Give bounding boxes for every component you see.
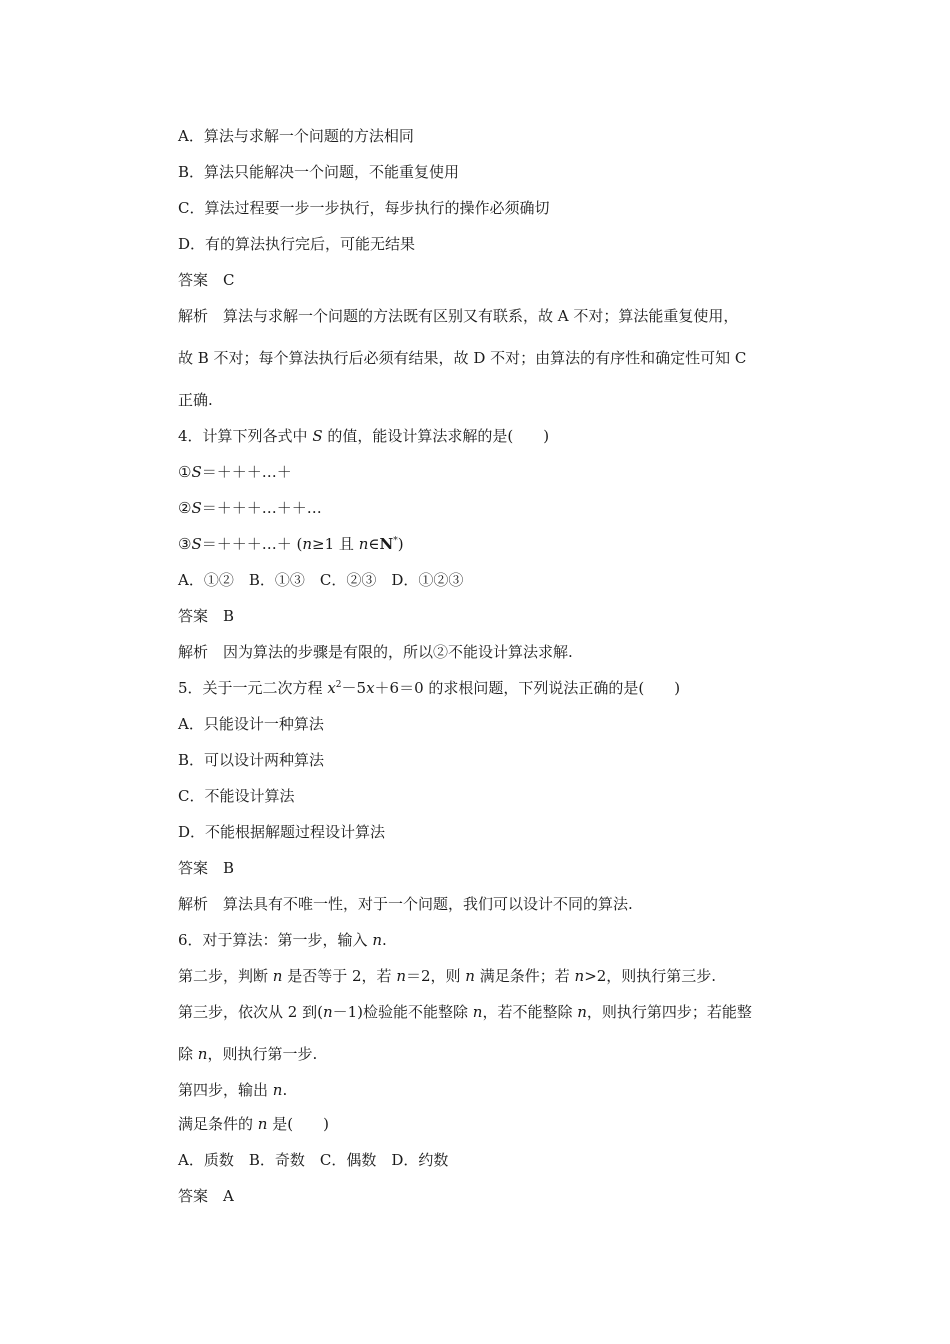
- q6-step-3-text-1: 第三步，依次从 2 到(: [178, 1003, 323, 1021]
- q3-option-a: A．算法与求解一个问题的方法相同: [178, 127, 414, 145]
- q6-ask: [178, 1114, 329, 1134]
- q3-analysis-line-1: 解析 算法与求解一个问题的方法既有区别又有联系，故 A 不对；算法能重复使用，: [178, 307, 739, 325]
- q6-step-2-n3: n: [465, 967, 475, 985]
- q6-step-3: [178, 1002, 752, 1022]
- q6-step-4-text-2: .: [282, 1081, 288, 1099]
- q6-step-3-cont-n: n: [197, 1045, 208, 1063]
- q6-step-2-n1: n: [272, 967, 283, 985]
- q6-step-2-text-4: 满足条件；若: [474, 967, 575, 985]
- q6-step-4-text-1: 第四步，输出: [178, 1081, 273, 1099]
- q6-step-3-cont-text-1: 除: [178, 1045, 198, 1063]
- q6-step-2-n2: n: [396, 967, 406, 985]
- q6-ask-text-2: 是( ): [267, 1115, 329, 1133]
- q4-item-1-marker: ①: [178, 463, 192, 481]
- q3-answer: 答案 C: [178, 271, 235, 289]
- q5-option-b: B．可以设计两种算法: [178, 751, 325, 769]
- q4-item-3-n2: n: [358, 535, 369, 553]
- q5-stem-x1: x: [327, 679, 336, 697]
- q3-analysis-line-2: 故 B 不对；每个算法执行后必须有结果，故 D 不对；由算法的有序性和确定性可知 C: [178, 349, 747, 367]
- q6-step-3-text-4: ，则执行第四步；若能整: [586, 1003, 752, 1021]
- q4-stem-text-1: 4．计算下列各式中: [178, 427, 313, 445]
- q6-step-2-text-1: 第二步，判断: [178, 967, 273, 985]
- q4-item-2: [178, 498, 322, 518]
- q6-stem-n: n: [372, 931, 382, 949]
- q4-item-3: [178, 534, 404, 554]
- q6-step-3-cont-text-2: ，则执行第一步.: [207, 1045, 318, 1063]
- q4-item-3-marker: ③: [178, 535, 192, 553]
- q3-analysis-line-3: 正确.: [178, 391, 213, 409]
- q3-option-d: D．有的算法执行完后，可能无结果: [178, 235, 416, 253]
- q4-item-3-mid: ≥1 且: [312, 535, 359, 553]
- q6-stem-text-2: .: [382, 931, 387, 949]
- q6-ask-text-1: 满足条件的: [178, 1115, 258, 1133]
- q4-item-1: [178, 462, 292, 482]
- q5-option-a: A．只能设计一种算法: [178, 715, 324, 733]
- q4-analysis: 解析 因为算法的步骤是有限的，所以②不能设计算法求解.: [178, 643, 573, 661]
- q4-item-2-marker: ②: [178, 499, 192, 517]
- q5-option-d: D．不能根据解题过程设计算法: [178, 823, 386, 841]
- q5-stem-x2: x: [366, 679, 375, 697]
- q5-stem-sup: 2: [335, 680, 342, 690]
- q4-item-1-expr: ＝＋＋＋…＋: [201, 463, 292, 481]
- q6-step-3-n3: n: [577, 1003, 587, 1021]
- q3-option-b: B．算法只能解决一个问题，不能重复使用: [178, 163, 460, 181]
- q6-step-3-n1: n: [322, 1003, 333, 1021]
- q6-answer: 答案 A: [178, 1187, 234, 1205]
- q4-item-3-n1: n: [302, 535, 313, 553]
- q6-step-3-text-2: －1)检验能不能整除: [332, 1003, 473, 1021]
- q5-analysis: 解析 算法具有不唯一性，对于一个问题，我们可以设计不同的算法.: [178, 895, 633, 913]
- q4-item-3-in: ∈: [368, 535, 380, 553]
- q5-option-c: C．不能设计算法: [178, 787, 295, 805]
- q6-step-3-n2: n: [472, 1003, 483, 1021]
- q6-ask-n: n: [257, 1115, 268, 1133]
- q3-option-c: C．算法过程要一步一步执行，每步执行的操作必须确切: [178, 199, 550, 217]
- q6-step-3-text-3: ，若不能整除: [482, 1003, 578, 1021]
- q6-step-2-text-2: 是否等于 2，若: [282, 967, 397, 985]
- q4-options: A．①② B．①③ C．②③ D．①②③: [178, 571, 464, 589]
- q5-stem-text-3: ＋6＝0 的求根问题，下列说法正确的是( ): [374, 679, 681, 697]
- q6-options: A．质数 B．奇数 C．偶数 D．约数: [178, 1151, 449, 1169]
- q5-answer: 答案 B: [178, 859, 235, 877]
- q4-stem-text-2: 的值，能设计算法求解的是( ): [322, 427, 550, 445]
- q4-item-2-var: S: [191, 499, 202, 517]
- q6-step-4: [178, 1080, 287, 1100]
- q4-item-1-var: S: [191, 463, 202, 481]
- q4-item-3-close: ): [397, 535, 404, 553]
- q6-step-2-text-5: >2，则执行第三步.: [584, 967, 717, 985]
- q4-item-3-set: N: [379, 535, 394, 553]
- q5-stem-text-1: 5．关于一元二次方程: [178, 679, 328, 697]
- q4-answer: 答案 B: [178, 607, 235, 625]
- q5-stem-text-2: －5: [341, 679, 367, 697]
- q6-stem-text-1: 6．对于算法：第一步，输入: [178, 931, 373, 949]
- q6-step-2: [178, 966, 716, 986]
- q6-step-4-n: n: [272, 1081, 283, 1099]
- q6-step-2-text-3: ＝2，则: [405, 967, 466, 985]
- q5-stem: [178, 678, 680, 698]
- q4-stem: [178, 426, 549, 446]
- q4-item-3-var: S: [191, 535, 202, 553]
- q6-stem: [178, 930, 387, 950]
- q4-item-2-expr: ＝＋＋＋…＋＋…: [201, 499, 322, 517]
- q4-item-3-expr: ＝＋＋＋…＋ (: [201, 535, 303, 553]
- q4-stem-var: S: [312, 427, 323, 445]
- q4-item-3-sup: *: [393, 536, 398, 546]
- q6-step-2-n4: n: [574, 967, 585, 985]
- q6-step-3-cont: [178, 1044, 317, 1064]
